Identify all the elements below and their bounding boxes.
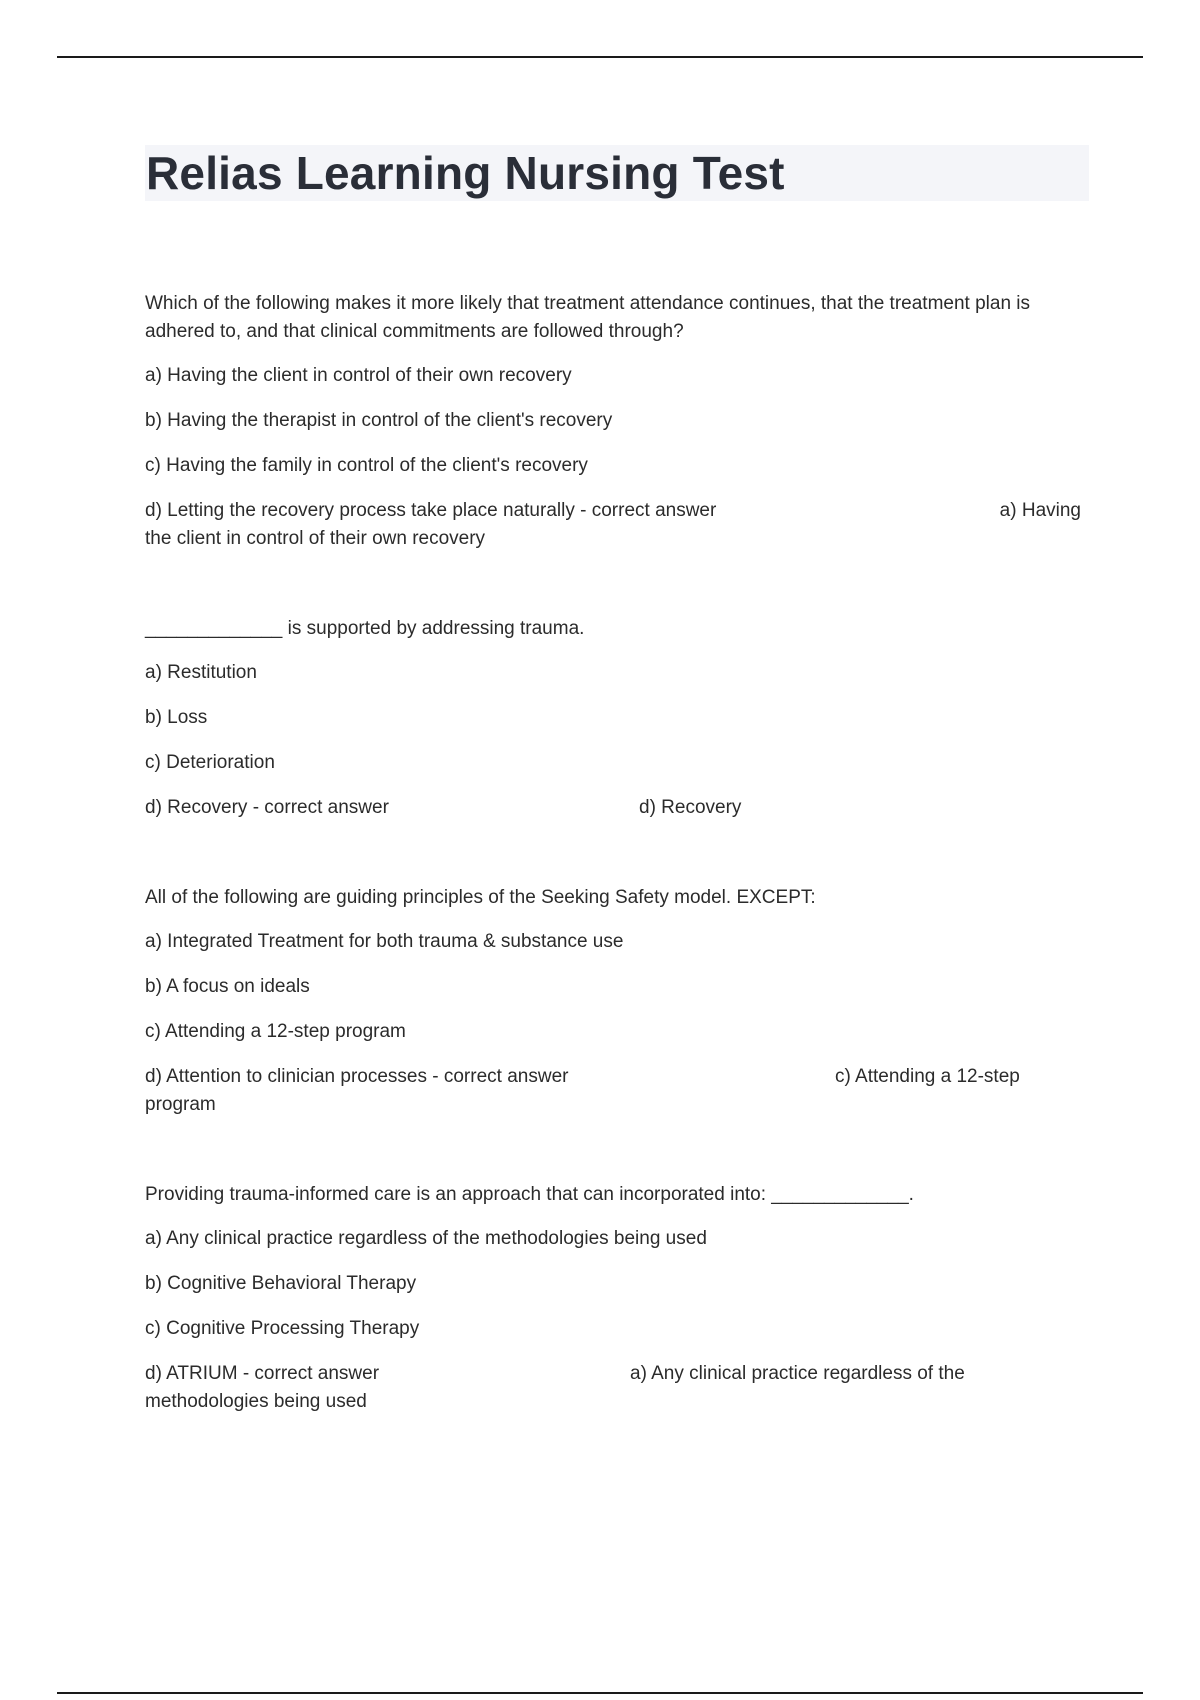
question-text-body: Providing trauma-informed care is an approach that can incorporated into: — [145, 1184, 772, 1205]
correct-answer-continued: program — [145, 1094, 216, 1115]
correct-answer: d) Recovery — [639, 797, 742, 818]
question-text — [145, 615, 1089, 643]
final-option-row — [145, 1063, 1089, 1119]
correct-answer-continued: methodologies being used — [145, 1391, 367, 1412]
answer-option: b) Loss — [145, 707, 208, 728]
question-text-body: is supported by addressing trauma. — [282, 618, 585, 639]
answer-option: c) Deterioration — [145, 752, 275, 773]
document-title: Relias Learning Nursing Test — [146, 147, 785, 199]
correct-answer-continued: the client in control of their own recovery — [145, 528, 486, 549]
footer-rule — [57, 1692, 1143, 1694]
final-option-row — [145, 497, 1089, 553]
question-text: All of the following are guiding principles of the Seeking Safety model. EXCEPT: — [145, 887, 816, 908]
answer-option: a) Integrated Treatment for both trauma & substance use — [145, 931, 624, 952]
answer-option: d) Attention to clinician processes - correct answer — [145, 1066, 569, 1087]
answer-option: b) Having the therapist in control of the client's recovery — [145, 410, 613, 431]
document-body — [145, 290, 1089, 1478]
final-option-row — [145, 794, 1089, 822]
answer-option: a) Having the client in control of their own recovery — [145, 365, 572, 386]
answer-option: c) Having the family in control of the client's recovery — [145, 455, 588, 476]
correct-answer: c) Attending a 12-step — [835, 1066, 1020, 1087]
answer-option: b) Cognitive Behavioral Therapy — [145, 1273, 417, 1294]
correct-answer: a) Any clinical practice regardless of the — [630, 1363, 965, 1384]
question-block-3 — [145, 884, 1089, 1119]
answer-option: d) Recovery - correct answer — [145, 797, 389, 818]
question-block-2 — [145, 615, 1089, 822]
answer-option: d) ATRIUM - correct answer — [145, 1363, 380, 1384]
answer-option: a) Restitution — [145, 662, 257, 683]
answer-option: c) Cognitive Processing Therapy — [145, 1318, 420, 1339]
blank-line: _____________ — [771, 1184, 909, 1205]
question-text — [145, 1181, 1089, 1209]
answer-option: d) Letting the recovery process take place naturally - correct answer — [145, 500, 717, 521]
question-end: . — [908, 1184, 914, 1205]
final-option-row — [145, 1360, 1089, 1416]
question-block-1 — [145, 290, 1089, 553]
question-block-4 — [145, 1181, 1089, 1416]
answer-option: c) Attending a 12-step program — [145, 1021, 406, 1042]
answer-option: a) Any clinical practice regardless of the methodologies being used — [145, 1228, 707, 1249]
answer-option: b) A focus on ideals — [145, 976, 310, 997]
correct-answer: a) Having — [999, 500, 1081, 521]
question-text: Which of the following makes it more likely that treatment attendance continues, that the treatment plan is adhered to, and that clinical commitments are followed through? — [145, 293, 1031, 342]
blank-line: _____________ — [145, 618, 283, 639]
header-rule — [57, 56, 1143, 58]
